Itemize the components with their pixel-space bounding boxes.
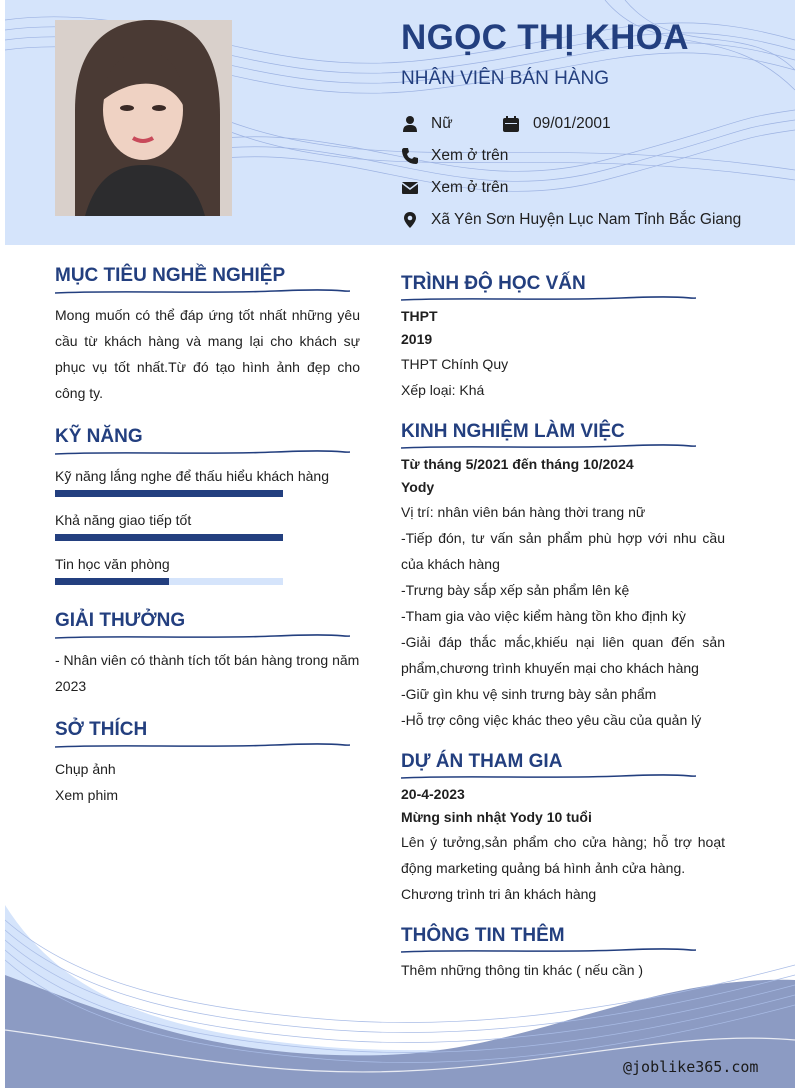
skill-bar-fill [55, 534, 283, 541]
skills-title: KỸ NĂNG [55, 426, 143, 447]
project-date: 20-4-2023 [401, 786, 465, 802]
project-description: Lên ý tưởng,sản phẩm cho cửa hàng; hỗ trợ hoạt động marketing quảng bá hình ảnh cửa hàng. [401, 834, 725, 876]
extra-info-title-underline [401, 947, 696, 955]
project-note: Chương trình tri ân khách hàng [401, 886, 597, 902]
education-school: THPT [401, 308, 438, 324]
education-title-underline [401, 295, 696, 303]
hobby-item: Xem phim [55, 787, 119, 803]
watermark: @joblike365.com [623, 1058, 759, 1076]
skill-bar [55, 534, 283, 541]
profile-photo-illustration [55, 20, 232, 216]
user-icon [401, 115, 419, 133]
experience-title: KINH NGHIỆM LÀM VIỆC [401, 421, 625, 442]
experience-line: -Hỗ trợ công việc khác theo yêu cầu của quản lý [401, 712, 702, 728]
skill-bar-fill [55, 578, 169, 585]
projects-title-underline [401, 773, 696, 781]
email-row [401, 179, 701, 199]
phone-icon [401, 147, 419, 165]
skill-label: Khả năng giao tiếp tốt [55, 512, 192, 528]
location-icon [401, 211, 419, 229]
header [5, 0, 795, 245]
birthday-row [502, 115, 702, 135]
awards-title-underline [55, 633, 350, 641]
objective-text: Mong muốn có thể đáp ứng tốt nhất những yêu cầu từ khách hàng và mang lại cho khách sự phục vụ tốt nhất.Từ đó tạo hình ảnh đẹp cho công ty. [55, 307, 360, 401]
phone-value: Xem ở trên [431, 147, 509, 164]
experience-title-underline [401, 443, 696, 451]
project-name: Mừng sinh nhật Yody 10 tuổi [401, 809, 592, 825]
email-icon [401, 179, 419, 197]
extra-info-text: Thêm những thông tin khác ( nếu cần ) [401, 962, 644, 978]
job-title: NHÂN VIÊN BÁN HÀNG [401, 68, 609, 89]
projects-title: DỰ ÁN THAM GIA [401, 751, 563, 772]
experience-line: Vị trí: nhân viên bán hàng thời trang nữ [401, 504, 646, 520]
experience-line: -Giữ gìn khu vệ sinh trưng bày sản phẩm [401, 686, 657, 702]
skills-title-underline [55, 449, 350, 457]
skill-label: Kỹ năng lắng nghe để thấu hiểu khách hàng [55, 468, 330, 484]
experience-line: -Trưng bày sắp xếp sản phẩm lên kệ [401, 582, 630, 598]
birthday-value: 09/01/2001 [533, 115, 611, 132]
address-row [401, 211, 761, 231]
education-title: TRÌNH ĐỘ HỌC VẤN [401, 273, 586, 294]
education-year: 2019 [401, 331, 433, 347]
education-grade: Xếp loại: Khá [401, 382, 485, 398]
phone-row [401, 147, 701, 167]
skill-label: Tin học văn phòng [55, 556, 170, 572]
profile-photo [55, 20, 232, 216]
skill-bar [55, 578, 283, 585]
email-value: Xem ở trên [431, 179, 509, 196]
address-value: Xã Yên Sơn Huyện Lục Nam Tỉnh Bắc Giang [431, 211, 742, 228]
experience-line: -Tham gia vào việc kiểm hàng tồn kho định kỳ [401, 608, 686, 624]
experience-line: -Tiếp đón, tư vấn sản phẩm phù hợp với nhu cầu của khách hàng [401, 530, 725, 572]
experience-company: Yody [401, 479, 435, 495]
hobby-item: Chụp ảnh [55, 761, 116, 777]
experience-period: Từ tháng 5/2021 đến tháng 10/2024 [401, 456, 634, 472]
objective-title-underline [55, 288, 350, 296]
skill-bar-fill [55, 490, 283, 497]
hobbies-title-underline [55, 742, 350, 750]
education-type: THPT Chính Quy [401, 356, 509, 372]
cv-page [5, 0, 795, 1088]
skill-bar [55, 490, 283, 497]
awards-text: - Nhân viên có thành tích tốt bán hàng trong năm 2023 [55, 652, 360, 694]
footer-wave-decoration [5, 880, 795, 1088]
hobbies-title: SỞ THÍCH [55, 719, 148, 740]
awards-title: GIẢI THƯỞNG [55, 610, 186, 631]
candidate-name: NGỌC THỊ KHOA [401, 18, 689, 57]
gender-value: Nữ [431, 115, 453, 132]
calendar-icon [502, 115, 520, 133]
objective-title: MỤC TIÊU NGHỀ NGHIỆP [55, 265, 286, 286]
experience-line: -Giải đáp thắc mắc,khiếu nại liên quan đến sản phẩm,chương trình khuyến mại cho khách hàng [401, 634, 725, 676]
extra-info-title: THÔNG TIN THÊM [401, 925, 565, 946]
